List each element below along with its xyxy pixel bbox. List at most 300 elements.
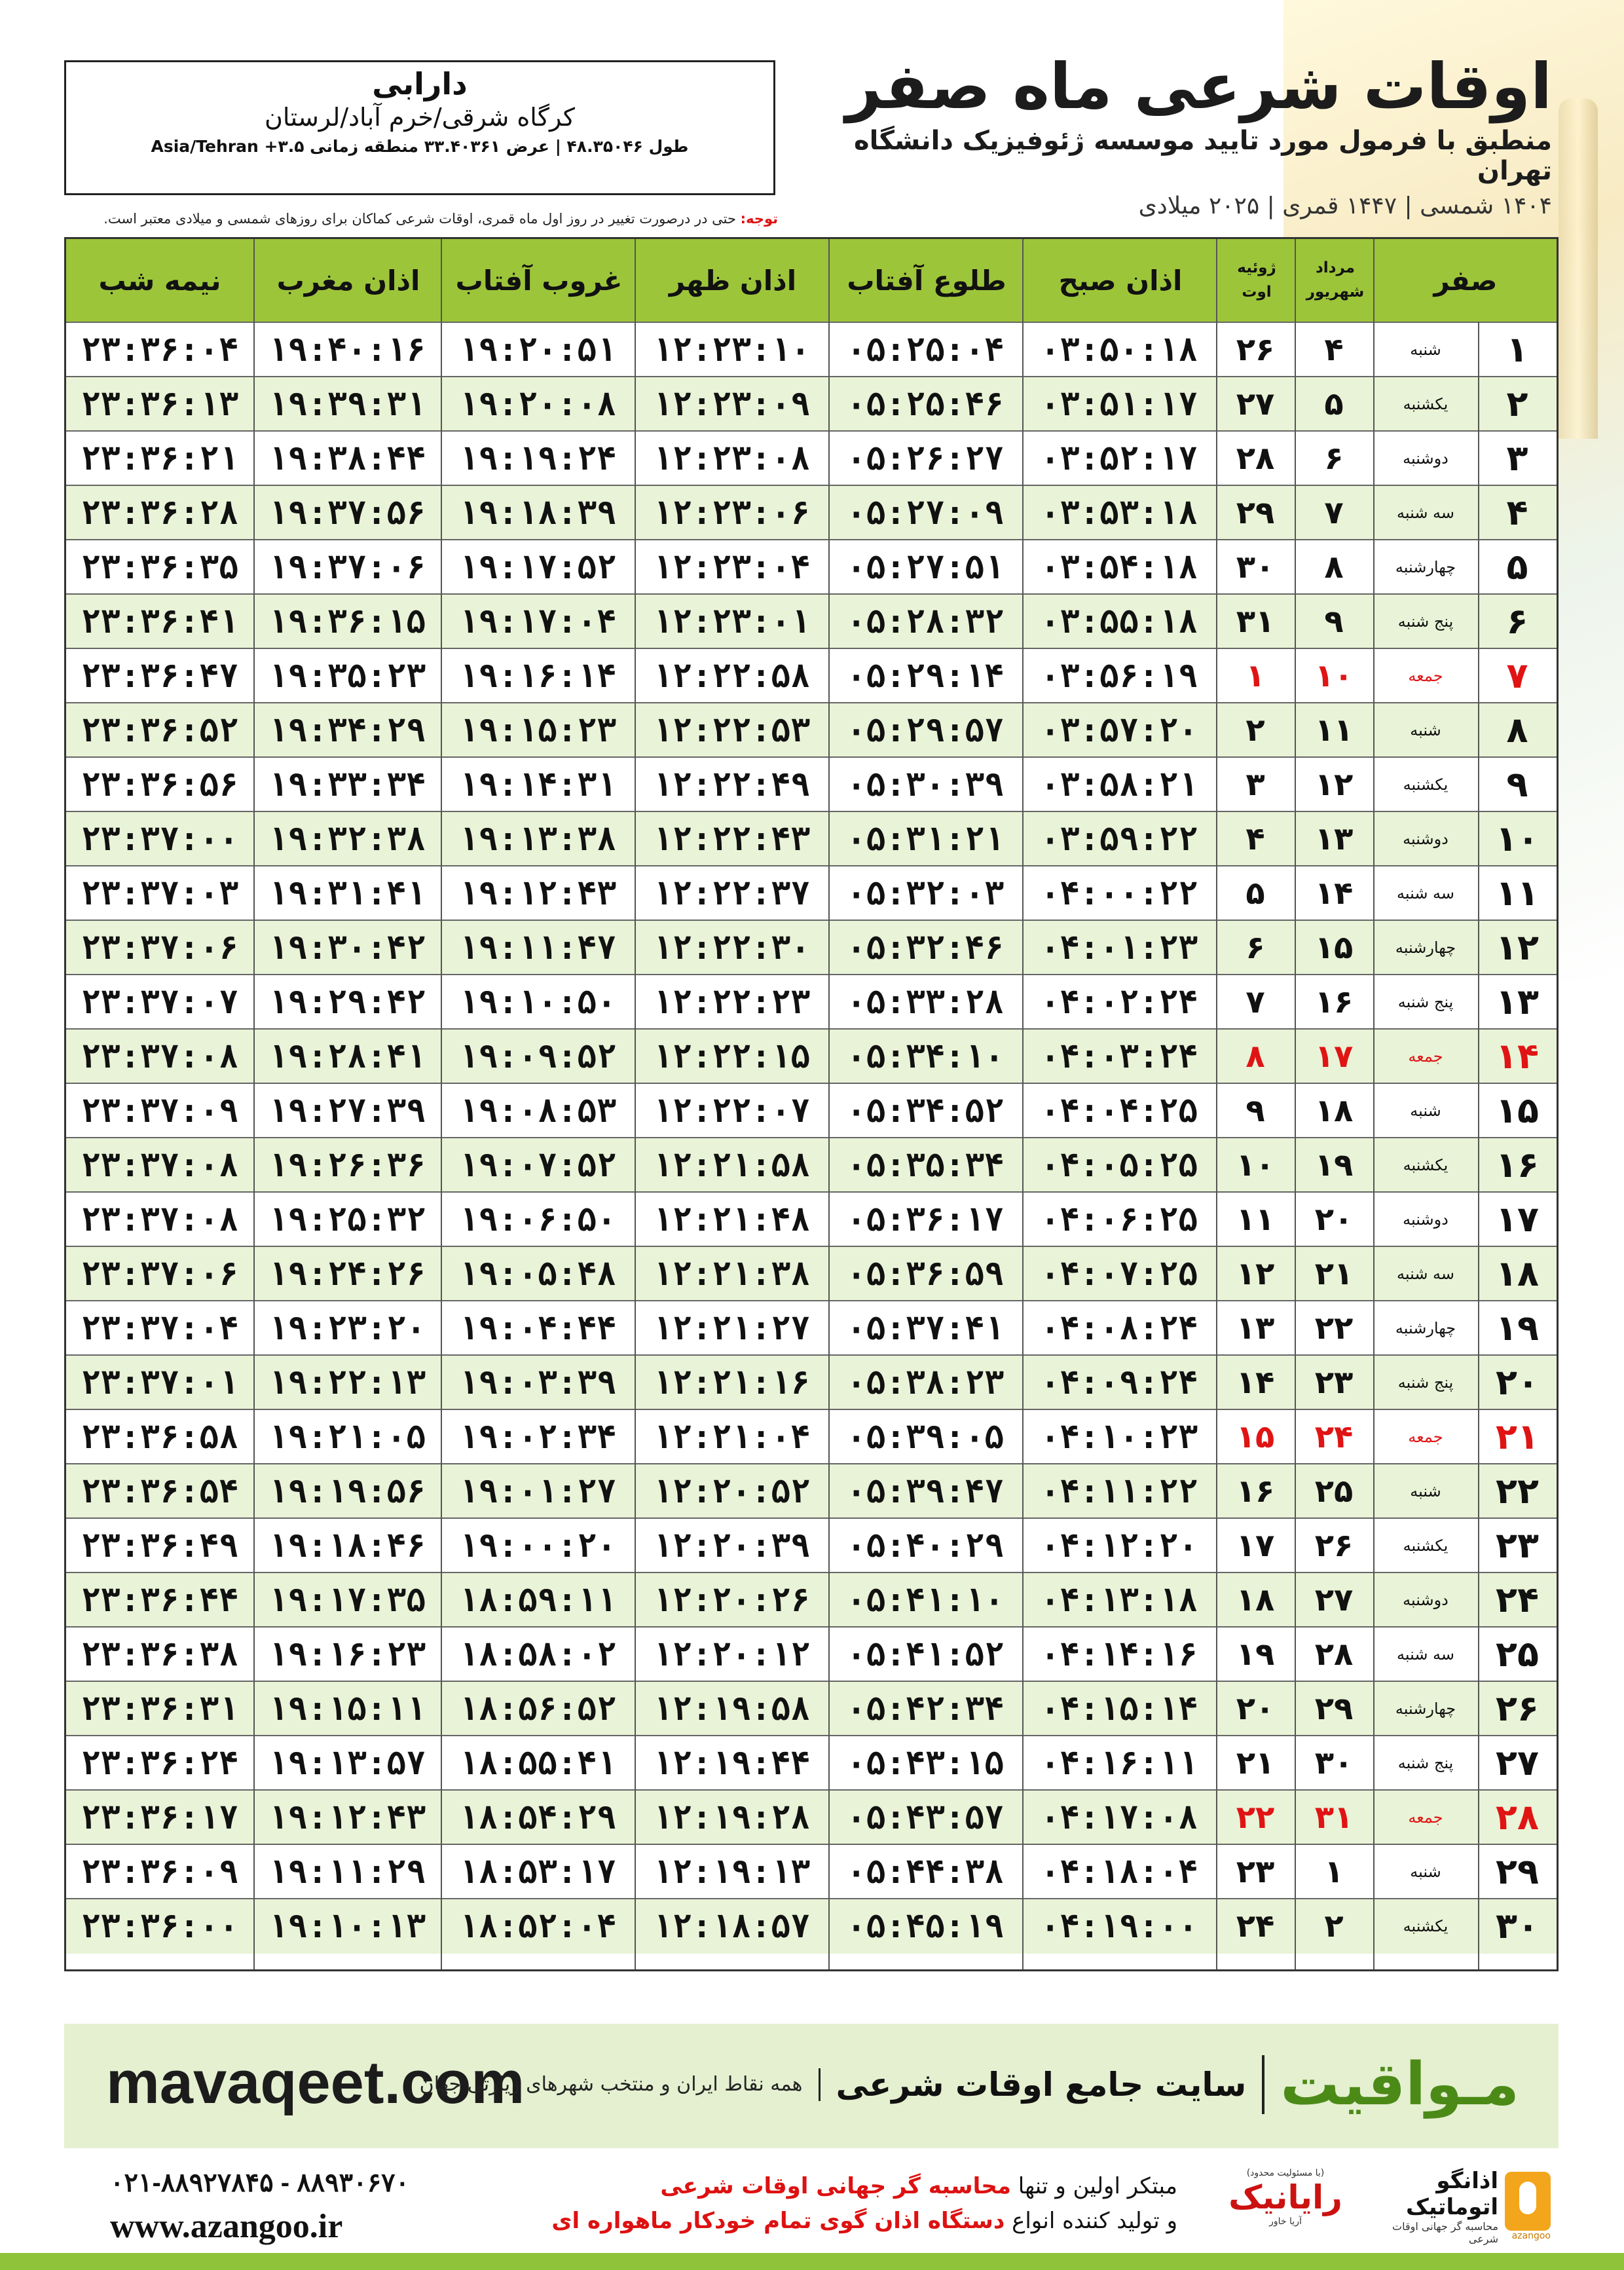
mavaqeet-banner: [64, 2024, 1559, 2148]
cell-miladi: ۱۳: [1236, 1309, 1275, 1347]
cell-midnight: ۲۳:۳۷:۰۴: [81, 1309, 239, 1347]
rayanik-extra: آریا خاور: [1269, 2216, 1302, 2227]
column-divider: [1295, 239, 1296, 1969]
table-row: [66, 702, 1557, 758]
cell-shamsi: ۵: [1324, 385, 1344, 422]
cell-day-index: ۱۴: [1496, 1035, 1539, 1077]
cell-fajr: ۰۴:۰۳:۲۴: [1040, 1037, 1198, 1075]
cell-shamsi: ۲۳: [1314, 1364, 1354, 1401]
cell-dhuhr: ۱۲:۲۲:۴۹: [652, 765, 811, 804]
cell-dhuhr: ۱۲:۲۲:۰۷: [652, 1091, 811, 1130]
bottom-bar: [0, 2253, 1624, 2270]
table-row: [66, 1898, 1557, 1954]
cell-dhuhr: ۱۲:۲۱:۳۸: [652, 1254, 811, 1293]
cell-sunrise: ۰۵:۳۳:۲۸: [846, 982, 1005, 1021]
cell-dhuhr: ۱۲:۲۰:۱۲: [652, 1635, 811, 1673]
table-row: [66, 1354, 1557, 1410]
cell-sunset: ۱۸:۵۲:۰۴: [458, 1907, 617, 1945]
col-midnight: نیمه شب: [98, 264, 221, 297]
cell-weekday: شنبه: [1410, 1862, 1441, 1881]
cell-sunset: ۱۹:۱۰:۵۰: [458, 982, 617, 1021]
cell-miladi: ۳: [1246, 766, 1265, 803]
cell-miladi: ۱۱: [1236, 1200, 1275, 1238]
azangoo-mark-icon: [1505, 2172, 1551, 2231]
column-divider: [1022, 239, 1024, 1969]
cell-day-index: ۳: [1506, 437, 1528, 479]
banner-separator: [819, 2068, 821, 2101]
cell-shamsi: ۲۷: [1314, 1581, 1354, 1618]
table-row: [66, 1137, 1557, 1193]
cell-dhuhr: ۱۲:۲۳:۱۰: [652, 330, 811, 369]
cell-maghrib: ۱۹:۳۲:۳۸: [268, 819, 426, 858]
cell-fajr: ۰۴:۱۴:۱۶: [1040, 1635, 1198, 1673]
footer-line2-b: دستگاه اذان گوی تمام خودکار ماهواره ای: [551, 2207, 1005, 2234]
cell-midnight: ۲۳:۳۶:۵۶: [81, 765, 239, 804]
cell-weekday: جمعه: [1408, 1427, 1443, 1446]
col-dhuhr: اذان ظهر: [669, 264, 797, 297]
column-divider: [441, 239, 442, 1969]
cell-sunset: ۱۹:۰۴:۴۴: [458, 1309, 617, 1347]
cell-sunrise: ۰۵:۴۵:۱۹: [846, 1907, 1005, 1945]
cell-sunset: ۱۸:۵۵:۴۱: [458, 1743, 617, 1782]
cell-maghrib: ۱۹:۳۷:۵۶: [268, 493, 426, 532]
cell-day-index: ۲۸: [1496, 1796, 1539, 1838]
cell-miladi: ۲: [1246, 711, 1265, 749]
cell-fajr: ۰۴:۱۷:۰۸: [1040, 1798, 1198, 1836]
cell-weekday: یکشنبه: [1403, 775, 1449, 794]
title-block: [779, 52, 1552, 219]
cell-midnight: ۲۳:۳۷:۰۹: [81, 1091, 239, 1130]
cell-maghrib: ۱۹:۱۸:۴۶: [268, 1526, 426, 1565]
cell-fajr: ۰۴:۰۸:۲۴: [1040, 1309, 1198, 1347]
cell-shamsi: ۱۴: [1314, 874, 1354, 912]
cell-dhuhr: ۱۲:۲۳:۰۶: [652, 493, 811, 532]
banner-brand: مـواقیت: [1280, 2050, 1519, 2119]
cell-midnight: ۲۳:۳۶:۰۹: [81, 1852, 239, 1891]
cell-midnight: ۲۳:۳۶:۲۸: [81, 493, 239, 532]
cell-dhuhr: ۱۲:۲۰:۵۲: [652, 1472, 811, 1510]
cell-miladi: ۲۸: [1236, 439, 1275, 477]
table-row: [66, 1844, 1557, 1899]
cell-miladi: ۱۶: [1236, 1472, 1275, 1510]
cell-sunrise: ۰۵:۳۱:۲۱: [846, 819, 1005, 858]
cell-maghrib: ۱۹:۱۱:۲۹: [268, 1852, 426, 1891]
cell-shamsi: ۱: [1324, 1853, 1344, 1890]
cell-miladi: ۱۰: [1236, 1146, 1275, 1183]
azangoo-logo: [1361, 2168, 1551, 2245]
cell-day-index: ۲۹: [1496, 1851, 1539, 1892]
table-row: [66, 1626, 1557, 1682]
table-row: [66, 1191, 1557, 1247]
cell-sunset: ۱۹:۱۱:۴۷: [458, 928, 617, 967]
cell-day-index: ۳۰: [1496, 1905, 1539, 1946]
cell-sunset: ۱۸:۵۸:۰۲: [458, 1635, 617, 1673]
cell-sunset: ۱۹:۱۸:۳۹: [458, 493, 617, 532]
banner-url[interactable]: mavaqeet.com: [106, 2049, 525, 2116]
station-name: کرگاه شرقی/خرم آباد/لرستان: [265, 103, 575, 132]
cell-dhuhr: ۱۲:۲۱:۵۸: [652, 1145, 811, 1184]
cell-dhuhr: ۱۲:۲۲:۴۳: [652, 819, 811, 858]
column-divider: [1478, 322, 1479, 1969]
cell-shamsi: ۱۲: [1314, 766, 1354, 803]
table-row: [66, 865, 1557, 921]
cell-weekday: پنج شنبه: [1397, 1373, 1454, 1392]
cell-fajr: ۰۴:۰۷:۲۵: [1040, 1254, 1198, 1293]
cell-maghrib: ۱۹:۱۰:۱۳: [268, 1907, 426, 1945]
cell-midnight: ۲۳:۳۶:۳۸: [81, 1635, 239, 1673]
cell-day-index: ۱۲: [1496, 927, 1539, 968]
cell-maghrib: ۱۹:۳۹:۳۱: [268, 384, 426, 423]
cell-midnight: ۲۳:۳۶:۰۰: [81, 1907, 239, 1945]
cell-fajr: ۰۴:۰۱:۲۳: [1040, 928, 1198, 967]
cell-dhuhr: ۱۲:۲۳:۰۸: [652, 439, 811, 477]
cell-miladi: ۶: [1246, 929, 1265, 966]
cell-sunset: ۱۹:۰۲:۳۴: [458, 1417, 617, 1456]
cell-maghrib: ۱۹:۱۵:۱۱: [268, 1689, 426, 1728]
cell-shamsi: ۲۰: [1314, 1200, 1354, 1238]
cell-maghrib: ۱۹:۲۱:۰۵: [268, 1417, 426, 1456]
col-sunrise: طلوع آفتاب: [847, 264, 1006, 297]
table-row: [66, 539, 1557, 595]
footer-line2-a: و تولید کننده انواع: [1012, 2207, 1177, 2234]
cell-midnight: ۲۳:۳۷:۰۱: [81, 1363, 239, 1402]
cell-day-index: ۵: [1506, 546, 1528, 587]
cell-fajr: ۰۴:۱۵:۱۴: [1040, 1689, 1198, 1728]
cell-weekday: شنبه: [1410, 1101, 1441, 1120]
phone-numbers: ۰۲۱-۸۸۹۲۷۸۴۵ - ۸۸۹۳۰۶۷۰: [110, 2168, 410, 2197]
cell-weekday: دوشنبه: [1403, 829, 1449, 848]
cell-miladi: ۲۱: [1236, 1744, 1275, 1781]
cell-dhuhr: ۱۲:۲۰:۲۶: [652, 1580, 811, 1619]
cell-midnight: ۲۳:۳۶:۱۷: [81, 1798, 239, 1836]
cell-fajr: ۰۴:۱۳:۱۸: [1040, 1580, 1198, 1619]
cell-maghrib: ۱۹:۳۰:۴۲: [268, 928, 426, 967]
cell-dhuhr: ۱۲:۱۹:۴۴: [652, 1743, 811, 1782]
cell-fajr: ۰۴:۰۲:۲۴: [1040, 982, 1198, 1021]
table-row: [66, 1789, 1557, 1845]
cell-maghrib: ۱۹:۱۶:۲۳: [268, 1635, 426, 1673]
cell-dhuhr: ۱۲:۲۳:۰۴: [652, 548, 811, 586]
cell-maghrib: ۱۹:۳۵:۲۳: [268, 656, 426, 695]
cell-fajr: ۰۴:۰۶:۲۵: [1040, 1200, 1198, 1238]
rayanik-small: (با مسئولیت محدود): [1246, 2168, 1325, 2178]
coordinates: طول ۴۸.۳۵۰۴۶ | عرض ۳۳.۴۰۳۶۱ منطقه زمانی ۳.۵+ Asia/Tehran: [151, 137, 689, 156]
cell-sunset: ۱۹:۲۰:۰۸: [458, 384, 617, 423]
azangoo-mark-text: azangoo: [1511, 2231, 1551, 2241]
cell-weekday: سه شنبه: [1396, 884, 1455, 902]
page-subtitle: منطبق با فرمول مورد تایید موسسه ژئوفیزیک دانشگاه تهران: [854, 125, 1552, 186]
cell-maghrib: ۱۹:۳۷:۰۶: [268, 548, 426, 586]
cell-midnight: ۲۳:۳۷:۰۶: [81, 928, 239, 967]
cell-shamsi: ۱۹: [1314, 1146, 1354, 1183]
cell-weekday: دوشنبه: [1403, 1210, 1449, 1229]
cell-maghrib: ۱۹:۲۳:۲۰: [268, 1309, 426, 1347]
cell-sunset: ۱۹:۱۴:۳۱: [458, 765, 617, 804]
cell-sunset: ۱۹:۱۷:۰۴: [458, 602, 617, 641]
cell-miladi: ۱۸: [1236, 1581, 1275, 1618]
cell-day-index: ۲۰: [1496, 1362, 1539, 1403]
cell-fajr: ۰۳:۵۷:۲۰: [1040, 711, 1198, 749]
table-row: [66, 756, 1557, 812]
cell-sunset: ۱۹:۱۳:۳۸: [458, 819, 617, 858]
cell-fajr: ۰۴:۱۲:۲۰: [1040, 1526, 1198, 1565]
cell-weekday: شنبه: [1410, 340, 1441, 359]
cell-midnight: ۲۳:۳۶:۴۷: [81, 656, 239, 695]
banner-separator: [1262, 2055, 1264, 2114]
cell-fajr: ۰۴:۰۰:۲۲: [1040, 874, 1198, 912]
cell-weekday: جمعه: [1408, 666, 1443, 685]
column-divider: [828, 239, 830, 1969]
cell-sunset: ۱۸:۵۹:۱۱: [458, 1580, 617, 1619]
cell-fajr: ۰۴:۱۰:۲۳: [1040, 1417, 1198, 1456]
cell-miladi: ۹: [1246, 1092, 1265, 1129]
cell-weekday: جمعه: [1408, 1808, 1443, 1827]
column-divider: [1373, 239, 1375, 1969]
cell-shamsi: ۱۸: [1314, 1092, 1354, 1129]
cell-weekday: جمعه: [1408, 1047, 1443, 1066]
cell-midnight: ۲۳:۳۶:۴۹: [81, 1526, 239, 1565]
cell-dhuhr: ۱۲:۲۲:۲۳: [652, 982, 811, 1021]
cell-sunset: ۱۹:۱۷:۵۲: [458, 548, 617, 586]
cell-maghrib: ۱۹:۲۵:۳۲: [268, 1200, 426, 1238]
cell-miladi: ۲۴: [1236, 1907, 1275, 1944]
cell-sunset: ۱۸:۵۳:۱۷: [458, 1852, 617, 1891]
prayer-times-table: [64, 237, 1559, 1971]
note-text: حتی در درصورت تغییر در روز اول ماه قمری، اوقات شرعی کماکان برای روزهای شمسی و میلادی معتبر است.: [103, 211, 736, 227]
cell-weekday: یکشنبه: [1403, 1155, 1449, 1174]
cell-dhuhr: ۱۲:۲۲:۵۸: [652, 656, 811, 695]
cell-weekday: دوشنبه: [1403, 1590, 1449, 1609]
cell-maghrib: ۱۹:۲۶:۳۶: [268, 1145, 426, 1184]
cell-day-index: ۲۷: [1496, 1742, 1539, 1783]
cell-sunrise: ۰۵:۲۵:۴۶: [846, 384, 1005, 423]
cell-midnight: ۲۳:۳۷:۰۳: [81, 874, 239, 912]
cell-shamsi: ۲۵: [1314, 1472, 1354, 1510]
cell-weekday: دوشنبه: [1403, 449, 1449, 468]
banner-subtext: همه نقاط ایران و منتخب شهرهای زیارتی جهان: [419, 2073, 803, 2096]
table-row: [66, 1572, 1557, 1628]
cell-miladi: ۷: [1246, 983, 1265, 1020]
cell-weekday: چهارشنبه: [1395, 1699, 1456, 1718]
footer-line1-b: محاسبه گر جهانی اوقات شرعی: [660, 2173, 1011, 2199]
table-row: [66, 811, 1557, 866]
cell-day-index: ۹: [1506, 764, 1528, 805]
cell-miladi: ۸: [1246, 1037, 1265, 1075]
cell-fajr: ۰۴:۱۶:۱۱: [1040, 1743, 1198, 1782]
cell-dhuhr: ۱۲:۲۱:۱۶: [652, 1363, 811, 1402]
cell-sunrise: ۰۵:۲۵:۰۴: [846, 330, 1005, 369]
cell-day-index: ۱۷: [1496, 1199, 1539, 1240]
cell-day-index: ۱: [1506, 329, 1528, 370]
cell-shamsi: ۲۹: [1314, 1690, 1354, 1727]
city-name: دارابی: [372, 66, 468, 102]
cell-sunrise: ۰۵:۴۲:۳۴: [846, 1689, 1005, 1728]
cell-shamsi: ۴: [1324, 331, 1344, 368]
cell-sunrise: ۰۵:۳۴:۵۲: [846, 1091, 1005, 1130]
cell-maghrib: ۱۹:۱۹:۵۶: [268, 1472, 426, 1510]
table-header: [66, 239, 1557, 322]
minaret-illustration: [1559, 98, 1598, 439]
cell-miladi: ۱۴: [1236, 1364, 1275, 1401]
cell-sunset: ۱۹:۱۶:۱۴: [458, 656, 617, 695]
table-row: [66, 1681, 1557, 1736]
cell-sunset: ۱۹:۰۳:۳۹: [458, 1363, 617, 1402]
cell-sunrise: ۰۵:۲۹:۱۴: [846, 656, 1005, 695]
col-month: صفر: [1433, 264, 1498, 297]
cell-dhuhr: ۱۲:۲۱:۲۷: [652, 1309, 811, 1347]
cell-miladi: ۵: [1246, 874, 1265, 912]
cell-midnight: ۲۳:۳۶:۰۴: [81, 330, 239, 369]
column-divider: [635, 239, 636, 1969]
cell-fajr: ۰۴:۰۹:۲۴: [1040, 1363, 1198, 1402]
cell-day-index: ۱۶: [1496, 1144, 1539, 1185]
cell-midnight: ۲۳:۳۶:۵۸: [81, 1417, 239, 1456]
cell-sunrise: ۰۵:۲۸:۳۲: [846, 602, 1005, 641]
cell-dhuhr: ۱۲:۲۲:۳۰: [652, 928, 811, 967]
cell-dhuhr: ۱۲:۲۲:۳۷: [652, 874, 811, 912]
cell-weekday: سه شنبه: [1396, 503, 1455, 522]
cell-day-index: ۱۰: [1496, 818, 1539, 859]
cell-fajr: ۰۳:۵۴:۱۸: [1040, 548, 1198, 586]
cell-shamsi: ۱۶: [1314, 983, 1354, 1020]
cell-midnight: ۲۳:۳۶:۱۳: [81, 384, 239, 423]
cell-shamsi: ۱۰: [1314, 657, 1354, 694]
cell-weekday: چهارشنبه: [1395, 938, 1456, 957]
cell-sunset: ۱۹:۰۱:۲۷: [458, 1472, 617, 1510]
cell-day-index: ۱۹: [1496, 1307, 1539, 1349]
cell-sunset: ۱۸:۵۴:۲۹: [458, 1798, 617, 1836]
table-row: [66, 1409, 1557, 1464]
cell-shamsi: ۹: [1324, 603, 1344, 640]
cell-weekday: پنج شنبه: [1397, 612, 1454, 631]
cell-weekday: یکشنبه: [1403, 394, 1449, 413]
cell-midnight: ۲۳:۳۶:۴۴: [81, 1580, 239, 1619]
cell-sunset: ۱۹:۲۰:۵۱: [458, 330, 617, 369]
cell-weekday: پنج شنبه: [1397, 1753, 1454, 1772]
table-row: [66, 1083, 1557, 1138]
cell-shamsi: ۲۱: [1314, 1255, 1354, 1292]
cell-maghrib: ۱۹:۳۴:۲۹: [268, 711, 426, 749]
footer: [64, 2161, 1559, 2253]
cell-midnight: ۲۳:۳۷:۰۷: [81, 982, 239, 1021]
cell-weekday: سه شنبه: [1396, 1645, 1455, 1664]
cell-day-index: ۱۱: [1496, 872, 1539, 914]
cell-fajr: ۰۴:۱۸:۰۴: [1040, 1852, 1198, 1891]
cell-maghrib: ۱۹:۳۱:۴۱: [268, 874, 426, 912]
cell-dhuhr: ۱۲:۱۹:۲۸: [652, 1798, 811, 1836]
cell-sunset: ۱۹:۰۸:۵۳: [458, 1091, 617, 1130]
footer-description: [490, 2169, 1177, 2238]
cell-midnight: ۲۳:۳۶:۵۴: [81, 1472, 239, 1510]
cell-midnight: ۲۳:۳۷:۰۸: [81, 1145, 239, 1184]
cell-dhuhr: ۱۲:۲۳:۰۱: [652, 602, 811, 641]
cell-fajr: ۰۳:۵۶:۱۹: [1040, 656, 1198, 695]
cell-midnight: ۲۳:۳۶:۳۵: [81, 548, 239, 586]
cell-sunrise: ۰۵:۳۲:۰۳: [846, 874, 1005, 912]
cell-day-index: ۱۸: [1496, 1253, 1539, 1294]
cell-maghrib: ۱۹:۳۶:۱۵: [268, 602, 426, 641]
cell-fajr: ۰۳:۵۱:۱۷: [1040, 384, 1198, 423]
cell-day-index: ۱۳: [1496, 981, 1539, 1022]
cell-fajr: ۰۳:۵۹:۲۲: [1040, 819, 1198, 858]
cell-weekday: سه شنبه: [1396, 1264, 1455, 1283]
cell-sunset: ۱۸:۵۶:۵۲: [458, 1689, 617, 1728]
table-row: [66, 485, 1557, 540]
cell-sunrise: ۰۵:۳۸:۲۳: [846, 1363, 1005, 1402]
cell-midnight: ۲۳:۳۷:۰۸: [81, 1037, 239, 1075]
table-row: [66, 1735, 1557, 1791]
table-row: [66, 974, 1557, 1030]
cell-maghrib: ۱۹:۲۷:۳۹: [268, 1091, 426, 1130]
cell-sunrise: ۰۵:۳۹:۴۷: [846, 1472, 1005, 1510]
col-maghrib: اذان مغرب: [276, 264, 420, 297]
cell-sunset: ۱۹:۰۰:۲۰: [458, 1526, 617, 1565]
col-miladi: ژوئیه اوت: [1237, 259, 1276, 301]
rayanik-name: رایانیک: [1228, 2178, 1342, 2216]
cell-shamsi: ۳۰: [1314, 1744, 1354, 1781]
col-fajr: اذان صبح: [1058, 264, 1183, 297]
cell-fajr: ۰۴:۰۵:۲۵: [1040, 1145, 1198, 1184]
table-row: [66, 322, 1557, 377]
website-link[interactable]: www.azangoo.ir: [110, 2208, 343, 2245]
cell-sunrise: ۰۵:۴۰:۲۹: [846, 1526, 1005, 1565]
cell-sunset: ۱۹:۱۹:۲۴: [458, 439, 617, 477]
cell-shamsi: ۱۵: [1314, 929, 1354, 966]
cell-maghrib: ۱۹:۱۷:۳۵: [268, 1580, 426, 1619]
cell-miladi: ۲۳: [1236, 1853, 1275, 1890]
cell-miladi: ۱: [1246, 657, 1265, 694]
cell-maghrib: ۱۹:۲۸:۴۱: [268, 1037, 426, 1075]
rayanik-logo: [1223, 2168, 1348, 2227]
cell-day-index: ۲۳: [1496, 1525, 1539, 1566]
cell-sunrise: ۰۵:۴۳:۵۷: [846, 1798, 1005, 1836]
cell-day-index: ۲۵: [1496, 1633, 1539, 1675]
cell-sunrise: ۰۵:۳۶:۱۷: [846, 1200, 1005, 1238]
cell-miladi: ۳۱: [1236, 603, 1275, 640]
cell-shamsi: ۶: [1324, 439, 1344, 477]
cell-fajr: ۰۳:۵۲:۱۷: [1040, 439, 1198, 477]
cell-midnight: ۲۳:۳۶:۳۱: [81, 1689, 239, 1728]
note: [64, 211, 778, 227]
cell-shamsi: ۱۳: [1314, 820, 1354, 857]
cell-midnight: ۲۳:۳۷:۰۶: [81, 1254, 239, 1293]
cell-miladi: ۲۲: [1236, 1798, 1275, 1836]
table-row: [66, 648, 1557, 703]
cell-sunrise: ۰۵:۳۷:۴۱: [846, 1309, 1005, 1347]
cell-miladi: ۱۹: [1236, 1635, 1275, 1673]
table-row: [66, 593, 1557, 649]
cell-dhuhr: ۱۲:۲۱:۴۸: [652, 1200, 811, 1238]
cell-maghrib: ۱۹:۲۹:۴۲: [268, 982, 426, 1021]
cell-shamsi: ۲۴: [1314, 1418, 1354, 1455]
cell-miladi: ۲۹: [1236, 494, 1275, 531]
cell-sunrise: ۰۵:۳۶:۵۹: [846, 1254, 1005, 1293]
cell-shamsi: ۱۷: [1314, 1037, 1354, 1075]
cell-day-index: ۲۴: [1496, 1579, 1539, 1620]
cell-midnight: ۲۳:۳۷:۰۸: [81, 1200, 239, 1238]
cell-day-index: ۲: [1506, 383, 1528, 424]
cell-sunrise: ۰۵:۳۴:۱۰: [846, 1037, 1005, 1075]
table-row: [66, 376, 1557, 432]
cell-fajr: ۰۴:۱۹:۰۰: [1040, 1907, 1198, 1945]
cell-sunrise: ۰۵:۳۵:۳۴: [846, 1145, 1005, 1184]
cell-sunrise: ۰۵:۴۴:۳۸: [846, 1852, 1005, 1891]
cell-day-index: ۷: [1506, 655, 1528, 696]
page-title: اوقات شرعی ماه صفر: [845, 50, 1552, 123]
table-row: [66, 1300, 1557, 1356]
cell-weekday: یکشنبه: [1403, 1536, 1449, 1555]
cell-dhuhr: ۱۲:۲۲:۵۳: [652, 711, 811, 749]
